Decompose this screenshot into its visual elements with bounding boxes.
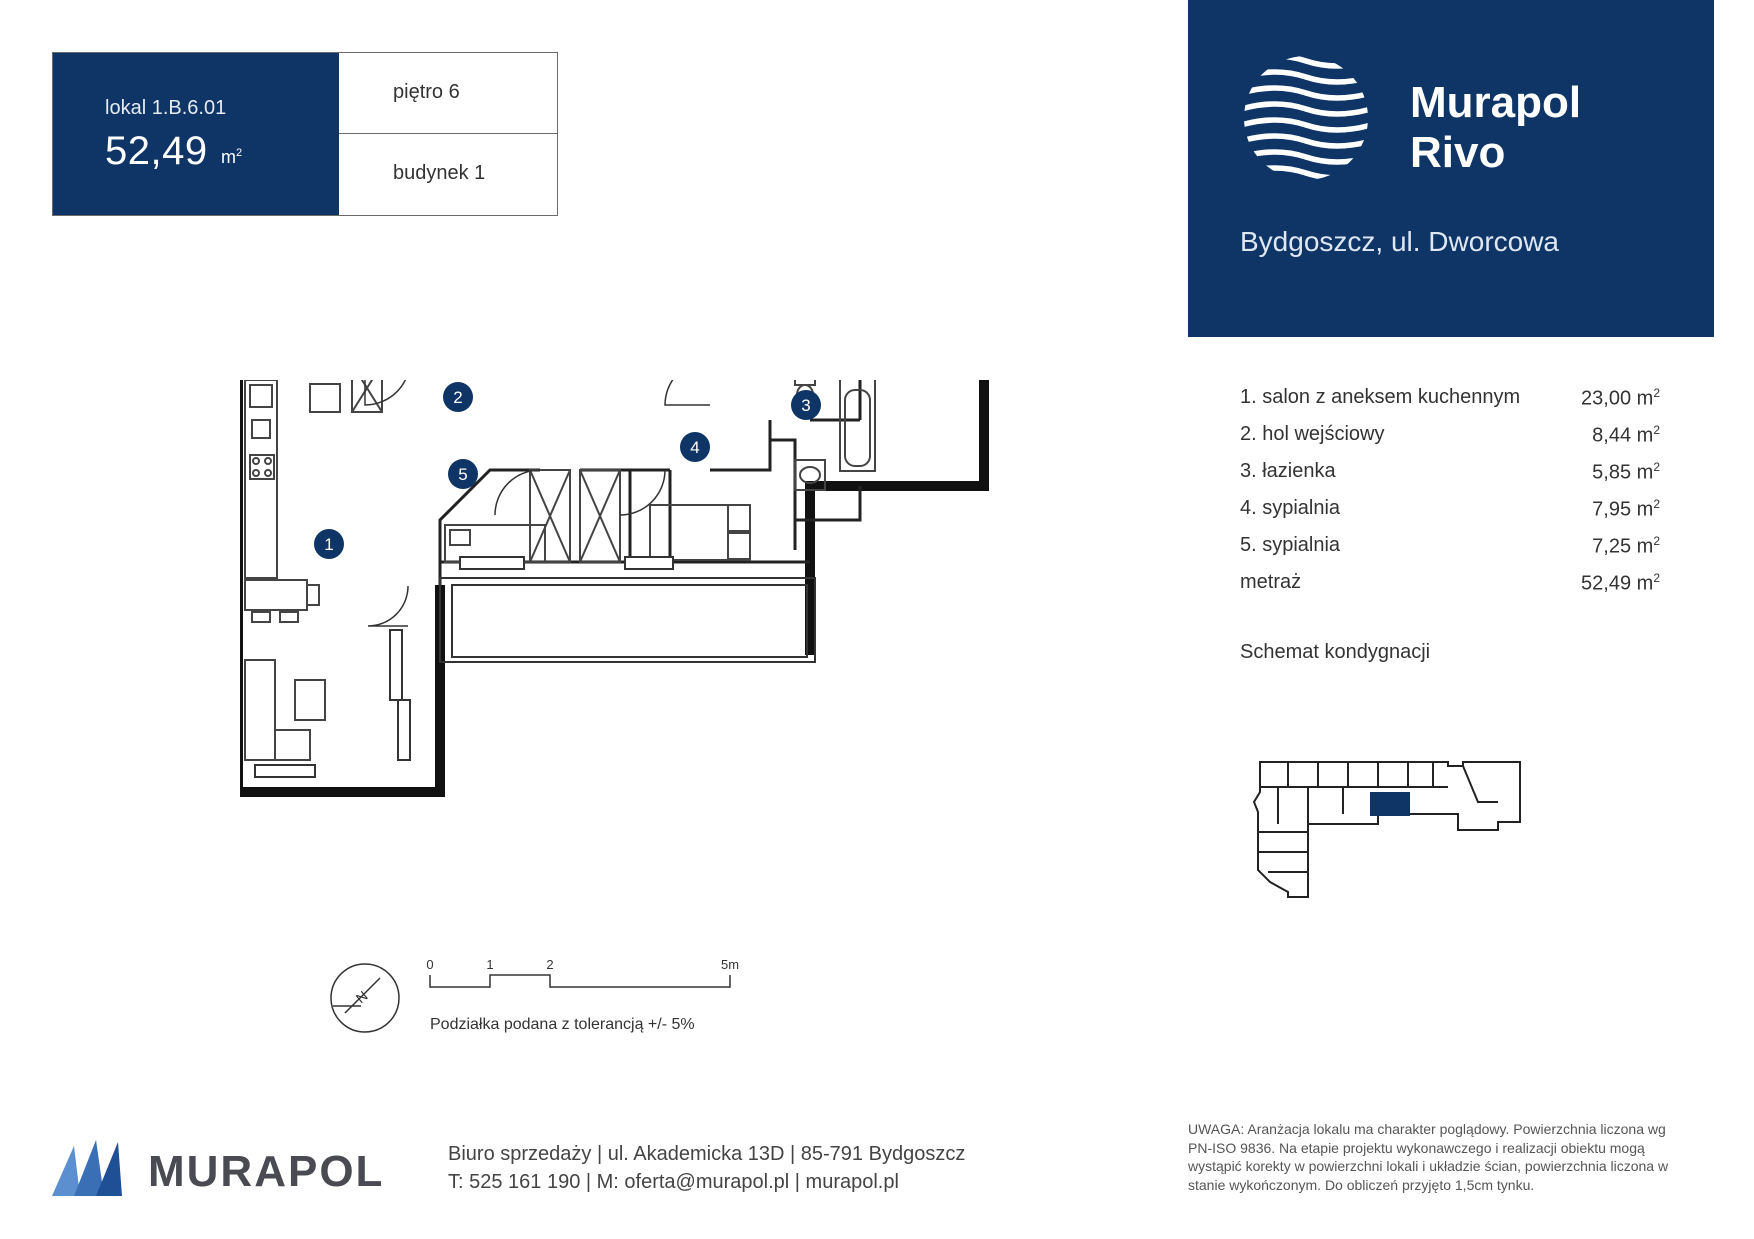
scale-tick-2: 2 [546, 957, 554, 972]
room-marker-3 [791, 390, 821, 420]
room-marker-2 [443, 382, 473, 412]
scale-tick-0: 0 [426, 957, 434, 972]
room-row-total [1240, 565, 1660, 602]
contact-details: T: 525 161 190 | M: oferta@murapol.pl | murapol.pl [448, 1171, 899, 1193]
building-label: budynek 1 [393, 162, 486, 184]
room-area: 23,00 $m^2$ [1581, 386, 1660, 410]
svg-text:N: N [352, 987, 371, 1007]
brand-name-line2: Rivo [1410, 128, 1506, 177]
brand-location: Bydgoszcz, ul. Dworcowa [1240, 226, 1560, 257]
room-name: 2. hol wejściowy [1240, 423, 1385, 445]
unit-id-panel [53, 53, 339, 215]
room-row [1240, 454, 1660, 491]
svg-text:5: 5 [458, 465, 468, 484]
unit-area: 52,49 [105, 129, 208, 173]
brand-name [1410, 78, 1581, 178]
room-row [1240, 491, 1660, 528]
room-area: 5,85 $m^2$ [1592, 460, 1660, 484]
room-list [1240, 380, 1660, 602]
scale-note: Podziałka podana z tolerancją +/- 5% [430, 1016, 695, 1033]
building-cell [339, 134, 557, 215]
unit-area-unit: $m^2$ [221, 147, 243, 167]
room-area: 7,25 $m^2$ [1592, 534, 1660, 558]
unit-info-box [52, 52, 558, 216]
total-label: metraż [1240, 571, 1302, 593]
room-name: 4. sypialnia [1240, 497, 1341, 519]
unit-highlight [1370, 792, 1410, 816]
room-name: 1. salon z aneksem kuchennym [1240, 386, 1521, 408]
storey-schema-label: Schemat kondygnacji [1240, 641, 1431, 663]
compass-icon [325, 958, 405, 1038]
wave-globe-logo-icon [1241, 53, 1371, 183]
footer-contact [448, 1140, 965, 1196]
svg-text:1: 1 [324, 535, 334, 554]
room-row [1240, 417, 1660, 454]
room-name: 3. łazienka [1240, 460, 1336, 482]
scale-tick-5m: 5m [720, 957, 740, 972]
brand-name-line1: Murapol [1410, 78, 1582, 127]
scale-bar [420, 955, 750, 1005]
unit-id: lokal 1.B.6.01 [105, 97, 227, 119]
murapol-logo [52, 1140, 402, 1196]
floor-cell [339, 53, 557, 134]
floor-label: piętro 6 [393, 81, 460, 103]
brand-panel [1188, 0, 1714, 337]
room-marker-5 [448, 459, 478, 489]
room-marker-1 [314, 529, 344, 559]
disclaimer-note: UWAGA: Aranżacja lokalu ma charakter poglądowy. Powierzchnia liczona wg PN-ISO 9836. Na etapie projektu wykonawczego i realizacji obiektu mogą wystąpić korekty w powierzchni lokali i układzie ścian, powierzchnia liczona w stanie wykończonym. Do obliczeń przyjęto 1,5cm tynku. [1188, 1121, 1669, 1193]
svg-text:2: 2 [453, 388, 463, 407]
floor-plan [240, 380, 1010, 900]
room-area: 8,44 $m^2$ [1592, 423, 1660, 447]
room-row [1240, 528, 1660, 565]
svg-text:4: 4 [690, 438, 700, 457]
room-name: 5. sypialnia [1240, 534, 1341, 556]
room-area: 7,95 $m^2$ [1592, 497, 1660, 521]
room-marker-4 [680, 432, 710, 462]
room-row [1240, 380, 1660, 417]
svg-text:MURAPOL: MURAPOL [148, 1147, 385, 1196]
scale-tick-1: 1 [486, 957, 494, 972]
storey-schema-diagram [1248, 752, 1568, 912]
total-area: 52,49 $m^2$ [1581, 571, 1660, 595]
svg-text:3: 3 [801, 396, 811, 415]
sales-office-address: Biuro sprzedaży | ul. Akademicka 13D | 85-791 Bydgoszcz [448, 1143, 966, 1165]
